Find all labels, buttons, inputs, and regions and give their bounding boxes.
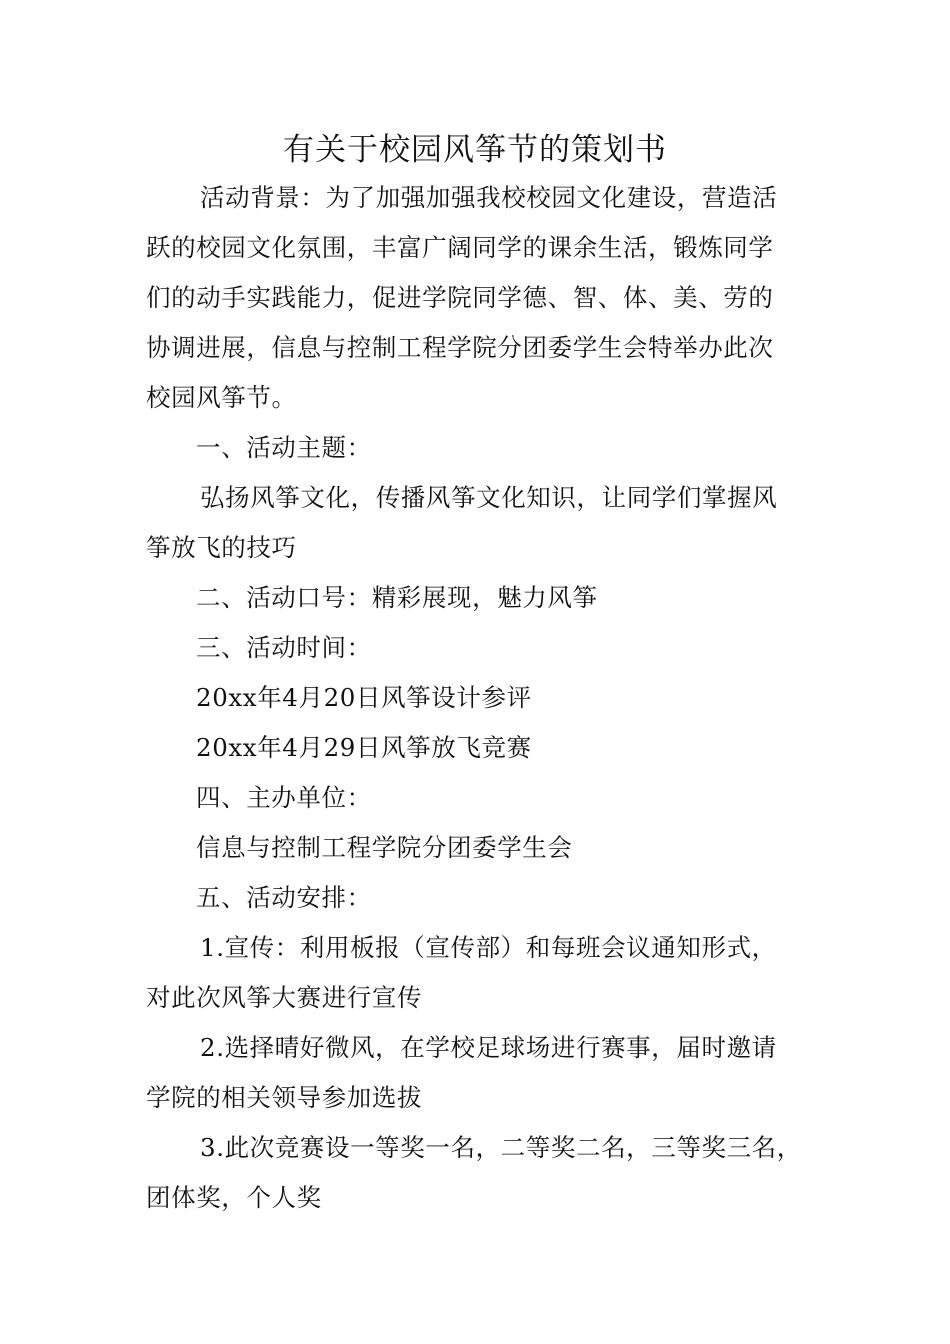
section-heading: 二、活动口号：精彩展现，魅力风筝	[196, 583, 598, 612]
list-item-line: 团体奖，个人奖	[146, 1183, 322, 1212]
paragraph-line: 20xx年4月29日风筝放飞竞赛	[196, 733, 532, 762]
paragraph-line: 20xx年4月20日风筝设计参评	[196, 683, 532, 712]
list-item-line: 对此次风筝大赛进行宣传	[146, 983, 423, 1012]
section-heading: 三、活动时间：	[196, 633, 372, 662]
list-item-line: 学院的相关领导参加选拔	[146, 1083, 423, 1112]
list-item-line: 1.宣传：利用板报（宣传部）和每班会议通知形式，	[200, 933, 777, 962]
section-heading: 一、活动主题：	[196, 433, 372, 462]
list-item-line: 3.此次竞赛设一等奖一名，二等奖二名，三等奖三名，	[200, 1133, 802, 1162]
document-title: 有关于校园风筝节的策划书	[283, 132, 667, 168]
paragraph-line: 校园风筝节。	[146, 383, 297, 412]
paragraph-line: 跃的校园文化氛围，丰富广阔同学的课余生活，锻炼同学	[146, 233, 774, 262]
paragraph-line: 筝放飞的技巧	[146, 533, 297, 562]
paragraph-line: 们的动手实践能力，促进学院同学德、智、体、美、劳的	[146, 283, 774, 312]
section-heading: 四、主办单位：	[196, 783, 372, 812]
paragraph-line: 协调进展，信息与控制工程学院分团委学生会特举办此次	[146, 333, 774, 362]
section-heading: 五、活动安排：	[196, 883, 372, 912]
list-item-line: 2.选择晴好微风，在学校足球场进行赛事，届时邀请	[200, 1033, 777, 1062]
paragraph-line: 弘扬风筝文化，传播风筝文化知识，让同学们掌握风	[200, 483, 778, 512]
paragraph-line: 信息与控制工程学院分团委学生会	[196, 833, 573, 862]
paragraph-line: 活动背景：为了加强加强我校校园文化建设，营造活	[200, 183, 778, 212]
